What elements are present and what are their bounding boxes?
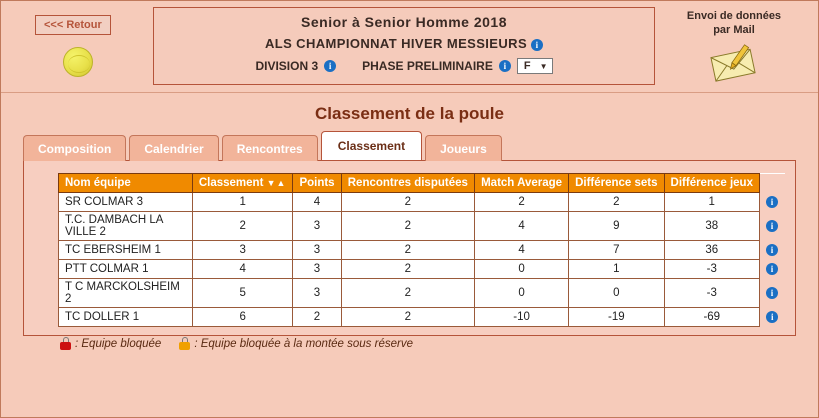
- cell-rank: 6: [192, 308, 293, 327]
- lock-orange-icon: [179, 337, 190, 350]
- cell-rank: 4: [192, 260, 293, 279]
- phase-label: PHASE PRELIMINAIRE: [362, 59, 493, 73]
- cell-match-average: 0: [475, 279, 569, 308]
- cell-set-diff: 1: [569, 260, 664, 279]
- page-title: Classement de la poule: [315, 104, 504, 123]
- phase-select-value: F: [523, 60, 531, 72]
- info-icon-row[interactable]: i: [766, 311, 778, 323]
- cell-team: TC DOLLER 1: [59, 308, 193, 327]
- cell-points: 4: [293, 193, 341, 212]
- cell-info: [759, 308, 784, 327]
- mail-label-line1: Envoi de données: [686, 10, 782, 22]
- cell-points: 2: [293, 308, 341, 327]
- cell-team: TC EBERSHEIM 1: [59, 241, 193, 260]
- cell-info: [759, 193, 784, 212]
- cell-team: T.C. DAMBACH LA VILLE 2: [59, 212, 193, 241]
- cell-rank: 1: [192, 193, 293, 212]
- cell-game-diff: -3: [664, 260, 759, 279]
- column-header-set-diff[interactable]: Différence sets: [569, 174, 664, 193]
- tennis-ball-icon: [63, 47, 93, 77]
- info-icon-row[interactable]: i: [766, 220, 778, 232]
- championship-title-text: ALS CHAMPIONNAT HIVER MESSIEURS: [264, 36, 528, 51]
- cell-team: T C MARCKOLSHEIM 2: [59, 279, 193, 308]
- table-row: [59, 212, 785, 241]
- standings-table: [58, 173, 785, 327]
- tab-bar: [23, 132, 818, 160]
- table-row: [59, 308, 785, 327]
- tab-joueurs[interactable]: Joueurs: [425, 135, 502, 161]
- cell-info: [759, 260, 784, 279]
- cell-points: 3: [293, 279, 341, 308]
- cell-game-diff: 1: [664, 193, 759, 212]
- cell-team: SR COLMAR 3: [59, 193, 193, 212]
- cell-set-diff: 7: [569, 241, 664, 260]
- cell-rank: 3: [192, 241, 293, 260]
- cell-rank: 5: [192, 279, 293, 308]
- cell-set-diff: -19: [569, 308, 664, 327]
- cell-played: 2: [341, 212, 475, 241]
- table-header-row: [59, 174, 785, 193]
- tab-calendrier[interactable]: Calendrier: [129, 135, 218, 161]
- tab-rencontres[interactable]: Rencontres: [222, 135, 318, 161]
- cell-game-diff: -69: [664, 308, 759, 327]
- cell-played: 2: [341, 241, 475, 260]
- standings-panel: [23, 160, 796, 350]
- cell-played: 2: [341, 260, 475, 279]
- sort-arrows-icon[interactable]: ▼▲: [266, 178, 287, 188]
- cell-game-diff: 38: [664, 212, 759, 241]
- phase-select[interactable]: [517, 58, 553, 74]
- cell-match-average: 2: [475, 193, 569, 212]
- cell-match-average: 4: [475, 241, 569, 260]
- info-icon-row[interactable]: i: [766, 196, 778, 208]
- column-header-team[interactable]: Nom équipe: [59, 174, 193, 193]
- cell-points: 3: [293, 212, 341, 241]
- cell-set-diff: 2: [569, 193, 664, 212]
- column-header-rank-label: Classement: [198, 177, 264, 189]
- column-header-played[interactable]: Rencontres disputées: [341, 174, 475, 193]
- legend: [60, 337, 785, 350]
- cell-played: 2: [341, 308, 475, 327]
- cell-points: 3: [293, 241, 341, 260]
- mail-block: [664, 9, 804, 86]
- season-category-title: Senior à Senior Homme 2018: [301, 14, 507, 30]
- division-label: DIVISION 3: [255, 59, 319, 73]
- cell-match-average: -10: [475, 308, 569, 327]
- cell-points: 3: [293, 260, 341, 279]
- cell-info: [759, 212, 784, 241]
- tab-classement[interactable]: Classement: [321, 131, 422, 160]
- cell-game-diff: 36: [664, 241, 759, 260]
- competition-title-box: [153, 7, 655, 85]
- info-icon-phase[interactable]: i: [499, 60, 511, 72]
- header-bar: [1, 1, 818, 93]
- column-header-game-diff[interactable]: Différence jeux: [664, 174, 759, 193]
- cell-played: 2: [341, 193, 475, 212]
- chevron-down-icon: ▼: [539, 62, 548, 71]
- cell-info: [759, 279, 784, 308]
- column-header-rank[interactable]: [192, 174, 293, 193]
- envelope-pencil-icon[interactable]: [707, 43, 761, 83]
- cell-match-average: 4: [475, 212, 569, 241]
- info-icon-division[interactable]: i: [324, 60, 336, 72]
- legend-orange-text: : Equipe bloquée à la montée sous réserve: [194, 337, 413, 350]
- table-row: [59, 241, 785, 260]
- division-phase-row: [154, 58, 654, 74]
- cell-game-diff: -3: [664, 279, 759, 308]
- info-icon-row[interactable]: i: [766, 263, 778, 275]
- info-icon-row[interactable]: i: [766, 244, 778, 256]
- cell-team: PTT COLMAR 1: [59, 260, 193, 279]
- cell-set-diff: 9: [569, 212, 664, 241]
- column-header-match-average[interactable]: Match Average: [475, 174, 569, 193]
- legend-red-text: : Equipe bloquée: [75, 337, 162, 350]
- cell-info: [759, 241, 784, 260]
- cell-set-diff: 0: [569, 279, 664, 308]
- tab-composition[interactable]: Composition: [23, 135, 126, 161]
- table-row: [59, 279, 785, 308]
- championship-title: [154, 36, 654, 51]
- lock-red-icon: [60, 337, 71, 350]
- column-header-points[interactable]: Points: [293, 174, 341, 193]
- table-row: [59, 193, 785, 212]
- info-icon-row[interactable]: i: [766, 287, 778, 299]
- cell-played: 2: [341, 279, 475, 308]
- info-icon-championship[interactable]: i: [531, 39, 543, 51]
- cell-rank: 2: [192, 212, 293, 241]
- mail-label-line2: par Mail: [713, 24, 755, 36]
- table-row: [59, 260, 785, 279]
- cell-match-average: 0: [475, 260, 569, 279]
- column-header-info: [759, 174, 784, 193]
- back-button[interactable]: <<< Retour: [35, 15, 111, 35]
